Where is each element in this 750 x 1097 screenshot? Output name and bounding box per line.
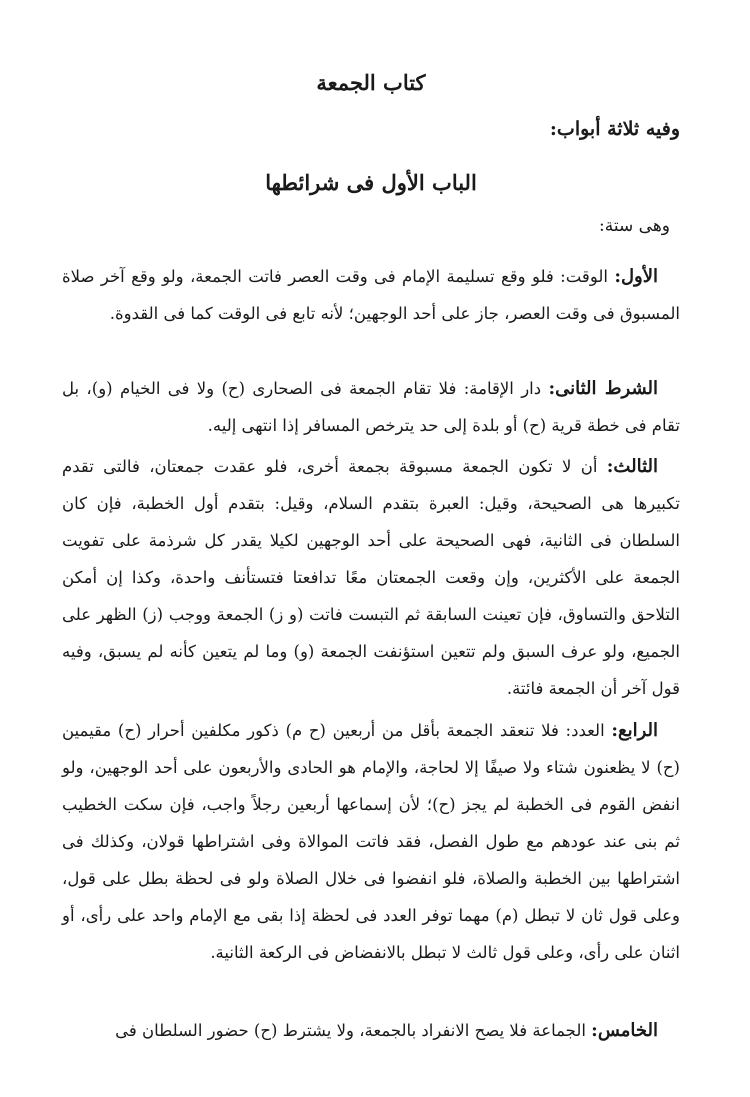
paragraph-text: أن لا تكون الجمعة مسبوقة بجمعة أخرى، فلو عقدت جمعتان، فالتى تقدم تكبيرها هى الصحيحة، وقيل: العبرة بتقدم السلام، وقيل: بتقدم أول الخطبة، فإن كان السلطان فى الثانية، فهى الصحيحة على أحد الوجهين لكيلا يقدر كل شرذمة على تفويت الجمعة على الأكثرين، وإن وقعت الجمعتان معًا تدافعتا فتستأنف واحدة، وكذا إن أمكن التلاحق والتساوق، فإن تعينت السابقة ثم التبست فاتت (و ز) الجمعة ووجب (ز) الظهر على الجميع، ولو عرف السبق ولم تتعين استؤنفت الجمعة (و) وما لم يتعين كأنه لم يسبق، وفيه قول آخر أن الجمعة فائتة. (62, 457, 680, 698)
paragraph-lead: الثالث: (606, 456, 658, 477)
paragraph-text: الجماعة فلا يصح الانفراد بالجمعة، ولا يشترط (ح) حضور السلطان فى (115, 1021, 592, 1040)
paragraph-first-condition (62, 258, 680, 332)
paragraph-lead: الأول: (614, 266, 658, 287)
paragraph-lead: الشرط الثانى: (548, 378, 658, 399)
paragraph-third-condition (62, 448, 680, 707)
paragraph-second-condition (62, 370, 680, 444)
intro-line: وفيه ثلاثة أبواب: (549, 118, 680, 140)
document-page (62, 0, 680, 1097)
paragraph-fourth-condition (62, 712, 680, 971)
chapter-title: كتاب الجمعة (316, 70, 426, 95)
paragraph-text: الوقت: فلو وقع تسليمة الإمام فى وقت العصر فاتت الجمعة، ولو وقع آخر صلاة المسبوق فى وقت العصر، جاز على أحد الوجهين؛ لأنه تابع فى الوقت كما فى القدوة. (62, 267, 680, 323)
paragraph-text: العدد: فلا تنعقد الجمعة بأقل من أربعين (ح م) ذكور مكلفين أحرار (ح) مقيمين (ح) لا يظعنون شتاء ولا صيفًا إلا لحاجة، والإمام هو الحادى والأربعون على أحد الوجهين، ولو انفض القوم فى الخطبة لم يجز (ح)؛ لأن إسماعها أربعين رجلاً واجب، فإن سكت الخطيب ثم بنى عند عودهم مع طول الفصل، فقد فاتت الموالاة وفى اشتراطها قولان، وكذلك فى اشتراطها بين الخطبة والصلاة، فلو انفضوا فى خلال الصلاة ولو فى لحظة بطل على قول، وعلى قول ثان لا تبطل (م) مهما توفر العدد فى لحظة إذا بقى مع الإمام واحد على رأى، أو اثنان على رأى، وعلى قول ثالث لا تبطل بالانفضاض فى الركعة الثانية. (62, 721, 680, 962)
conditions-count-line: وهى ستة: (599, 216, 670, 236)
paragraph-text: دار الإقامة: فلا تقام الجمعة فى الصحارى (ح) ولا فى الخيام (و)، بل تقام فى خطة قرية (ح) أو بلدة إلى حد يترخص المسافر إذا انتهى إليه. (62, 379, 680, 435)
paragraph-lead: الخامس: (591, 1020, 658, 1041)
paragraph-lead: الرابع: (611, 720, 658, 741)
paragraph-fifth-condition (62, 1012, 680, 1049)
section-title: الباب الأول فى شرائطها (265, 170, 477, 195)
